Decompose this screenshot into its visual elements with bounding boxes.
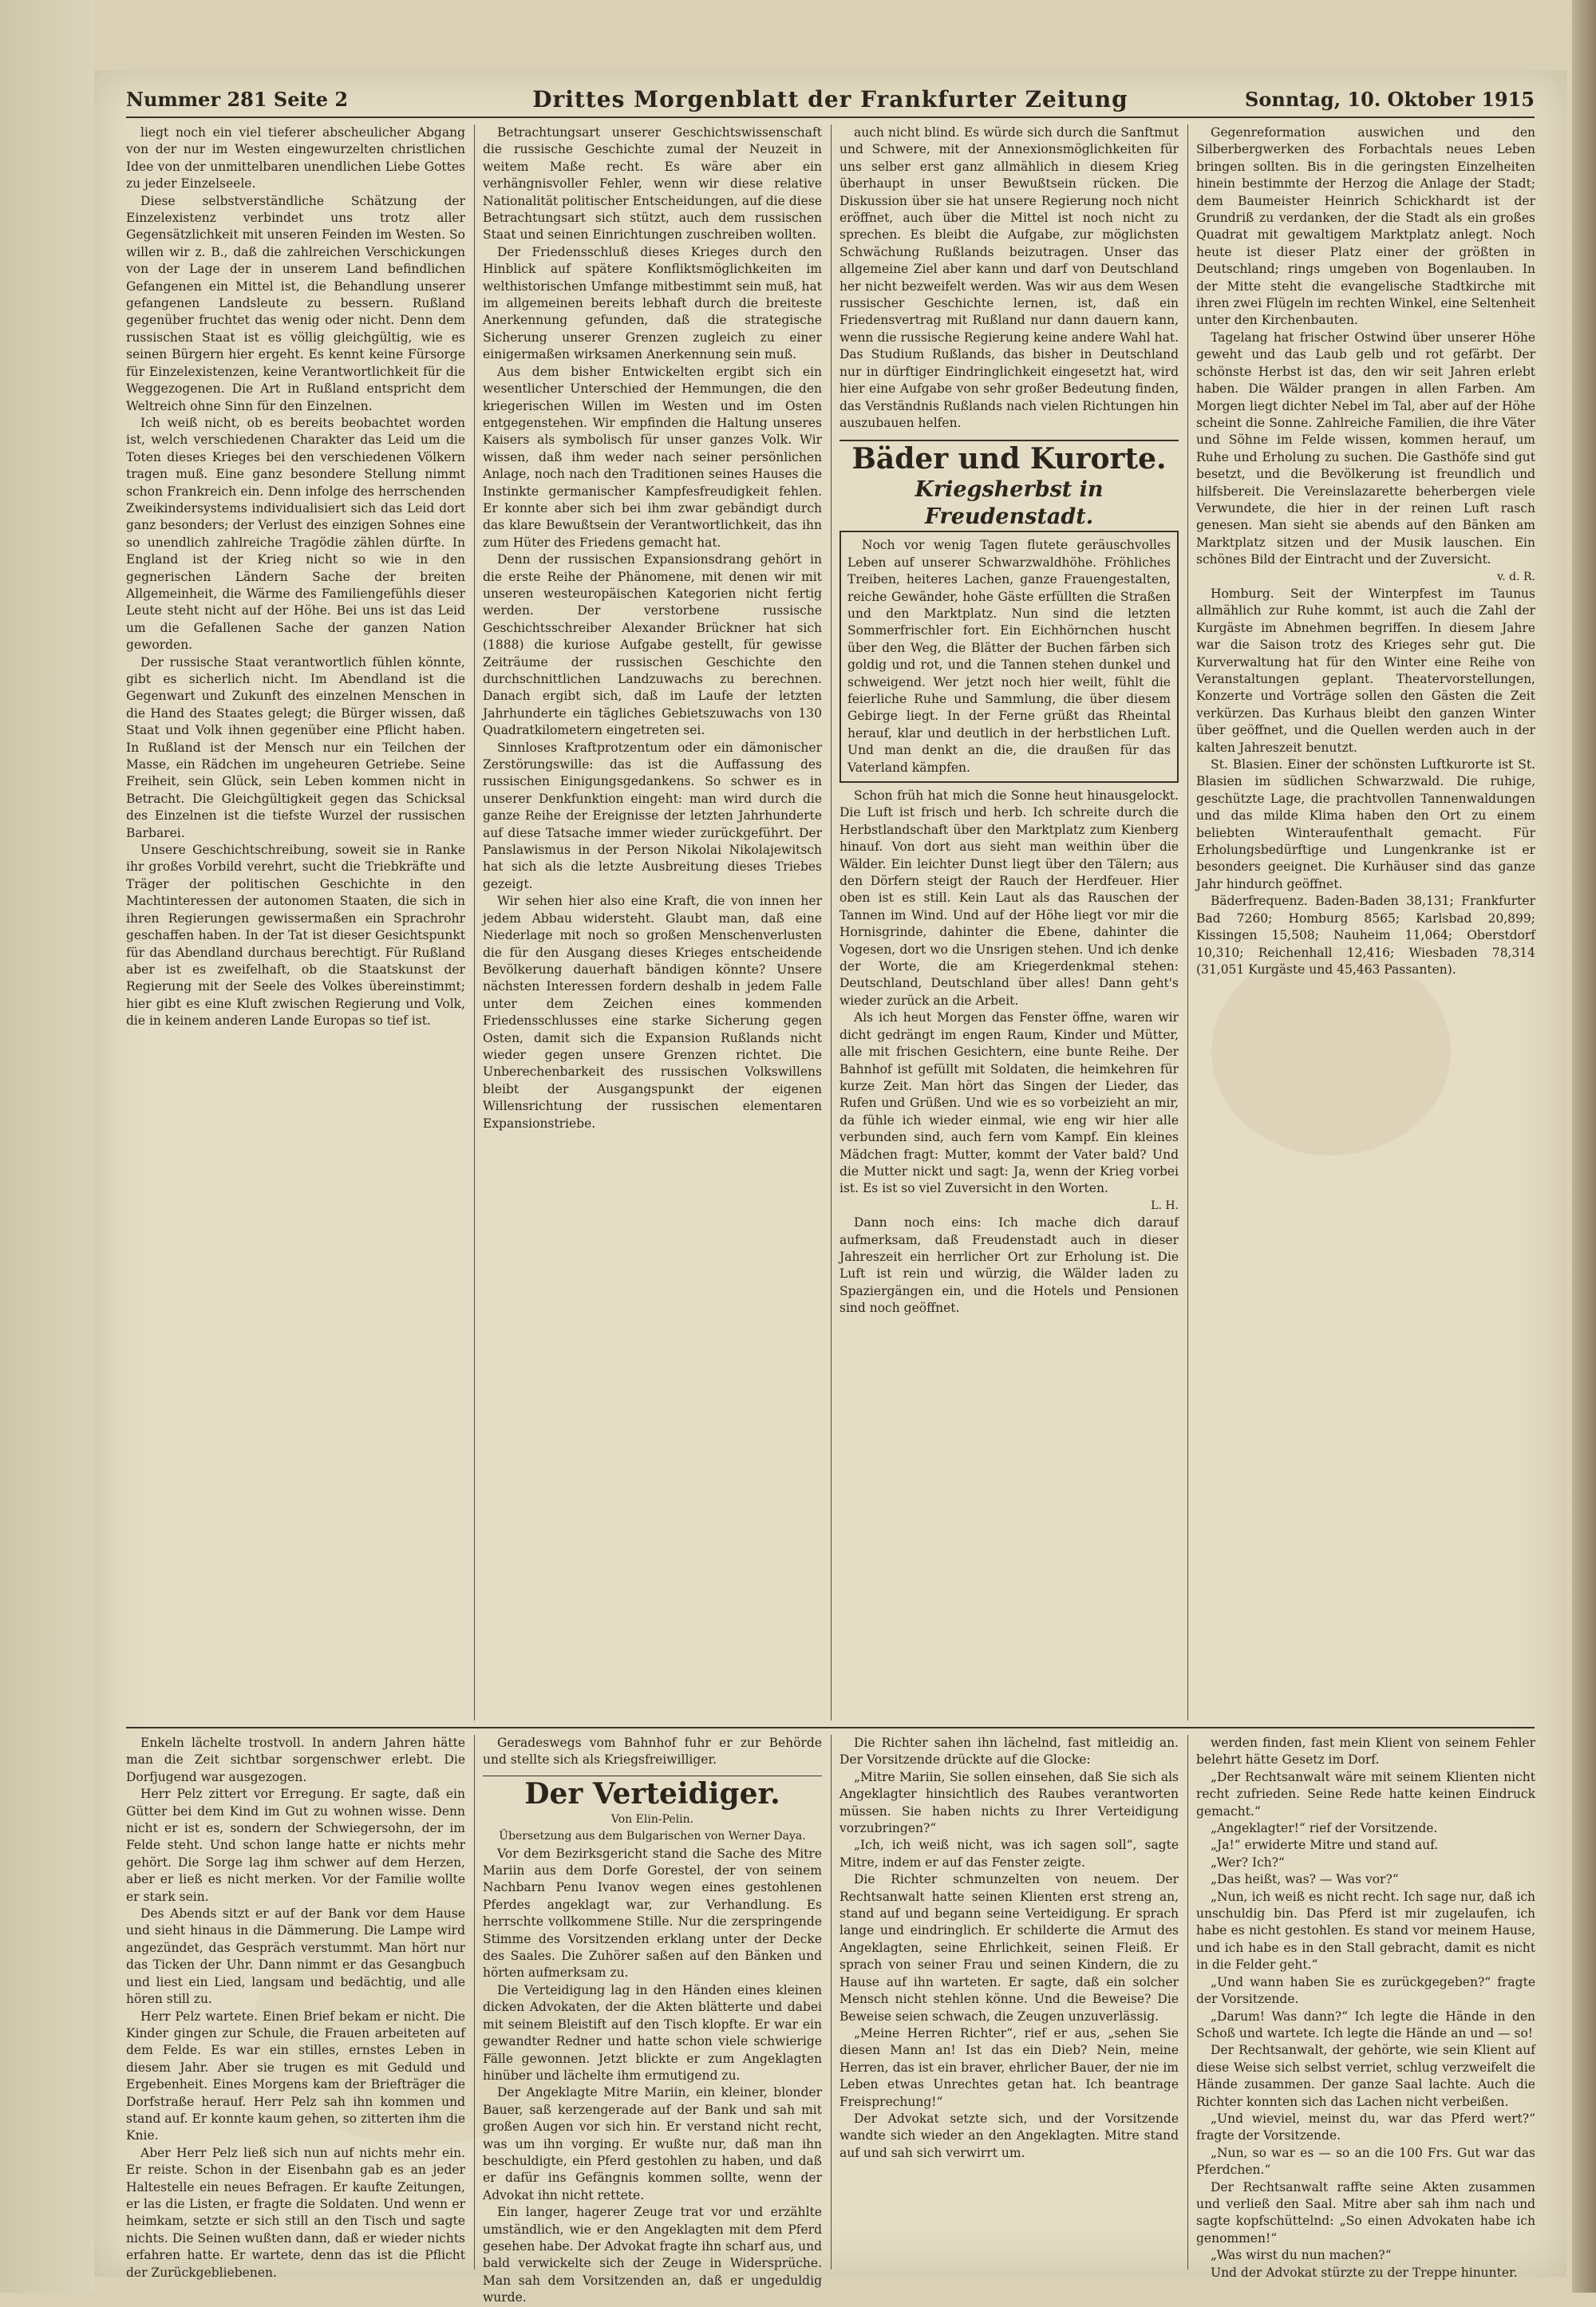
paragraph: Der Rechtsanwalt raffte seine Akten zusammen und verließ den Saal. Mitre aber sah ihm nach und sagte kopfschüttelnd: „So einen Advokaten habe ich genommen!“ bbox=[1196, 2179, 1535, 2246]
paragraph: „Und wieviel, meinst du, war das Pferd wert?“ fragte der Vorsitzende. bbox=[1196, 2111, 1535, 2143]
masthead bbox=[126, 85, 1535, 118]
page-number: Nummer 281 Seite 2 bbox=[126, 88, 349, 111]
paragraph: Herr Pelz zittert vor Erregung. Er sagte, daß ein Gütter bei dem Kind im Gut zu wohnen wisse. Denn nicht er ist es, sondern der Schwiegersohn, der im Felde steht. Und schon lange hatte er nichts mehr gehört. Die Sorge lag ihm schwer auf dem Herzen, aber er ließ es nicht merken. Vor der Familie wollte er stark sein. bbox=[126, 1787, 465, 1904]
paragraph: Tagelang hat frischer Ostwind über unserer Höhe geweht und das Laub gelb und rot gefärbt. Der schönste Herbst ist das, den wir seit Jahren erlebt haben. Die Wälder prangen in allen Farben. Am Morgen liegt dichter Nebel im Tal, aber auf der Höhe scheint die Sonne. Zahlreiche Familien, die ihre Väter und Söhne im Felde wissen, kommen herauf, um Ruhe und Erholung zu suchen. Die Gasthöfe sind gut besetzt, und die Bevölkerung ist freundlich und hilfsbereit. Die Vereinslazarette beherbergen viele Verwundete, die hier in der reinen Luft rasch genesen. Man sieht sie abends auf den Bänken am Marktplatz sitzen und der Musik lauschen. Ein schönes Bild der Eintracht und der Zuversicht. bbox=[1196, 330, 1535, 567]
bottom-column-3 bbox=[839, 1735, 1179, 2269]
column-rule bbox=[1187, 124, 1188, 1720]
scan-left-margin bbox=[0, 0, 94, 2293]
paragraph: Diese selbstverständliche Schätzung der Einzelexistenz verbindet uns trotz aller Gegensätzlichkeit mit unseren Feinden im Westen. So willen wir z. B., daß die zahlreichen Verschickungen von der Lage der in unserem Land befindlichen Gefangenen ein Mittel ist, die Behandlung unserer gefangenen Landsleute zu bessern. Rußland gegenüber fruchtet das wenig oder nicht. Denn dem russischen Staat ist es völlig gleichgültig, wie es seinen Bürgern hier ergeht. Es kennt keine Fürsorge für Einzelexistenzen, keine Verantwortlichkeit für die Weggezogenen. Die Art in Rußland entspricht dem Weltreich ohne Sinn für den Einzelnen. bbox=[126, 193, 465, 413]
column-rule bbox=[1187, 1735, 1188, 2269]
paragraph: „Was wirst du nun machen?“ bbox=[1211, 2248, 1392, 2263]
bottom-column-1 bbox=[126, 1735, 465, 2280]
paragraph: Der Rechtsanwalt, der gehörte, wie sein Klient auf diese Weise sich selbst verriet, schlug verzweifelt die Hände zusammen. Der ganze Saal lachte. Auch die Richter konnten sich das Lachen nicht verbeißen. bbox=[1196, 2043, 1535, 2109]
paragraph: Aber Herr Pelz ließ sich nun auf nichts mehr ein. Er reiste. Schon in der Eisenbahn gab es an jeder Haltestelle ein neues Befragen. Er kaufte Zeitungen, er las die Listen, er fragte die Soldaten. Und wenn er heimkam, setzte er sich still an den Tisch und sagte nichts. Die Seinen wußten dann, daß er wieder nichts erfahren hatte. Er wartete, denn das ist die Pflicht der Zurückgebliebenen. bbox=[126, 2145, 465, 2280]
bottom-column-2 bbox=[483, 1735, 822, 2305]
paragraph: Der russische Staat verantwortlich fühlen könnte, gibt es sicherlich nicht. Im Abendland ist die Gegenwart und Zukunft des einzelnen Menschen in die Hand des Staates gelegt; die Bürger wissen, daß Staat und Volk ihnen gegenüber eine Pflicht haben. In Rußland ist der Mensch nur ein Teilchen der Masse, ein Rädchen im ungeheuren Getriebe. Seine Freiheit, sein Glück, sein Leben kommen nicht in Betracht. Die Gleichgültigkeit gegen das Schicksal des Einzelnen ist die tiefste Wurzel der russischen Barbarei. bbox=[126, 654, 465, 840]
paragraph: liegt noch ein viel tieferer abscheulicher Abgang von der nur im Westen eingewurzelten christlichen Idee von der unmittelbaren unendlichen Liebe Gottes zu jeder Einzelseele. bbox=[126, 125, 465, 192]
column-1 bbox=[126, 124, 465, 1720]
column-rule bbox=[831, 1735, 832, 2269]
article-signature: v. d. R. bbox=[1496, 570, 1535, 583]
bottom-column-4 bbox=[1196, 1735, 1535, 2280]
paragraph: Homburg. Seit der Winterpfest im Taunus allmählich zur Ruhe kommt, ist auch die Zahl der Kurgäste im Abnehmen begriffen. In diesem Jahre war die Saison trotz des Krieges sehr gut. Die Kurverwaltung hat für den Winter eine Reihe von Veranstaltungen geplant. Theatervorstellungen, Konzerte und Vorträge sollen den Gästen die Zeit verkürzen. Das Kurhaus bleibt den ganzen Winter über geöffnet, und die Quellen werden auch in der kalten Jahreszeit benutzt. bbox=[1196, 586, 1535, 755]
paragraph: „Nun, ich weiß es nicht recht. Ich sage nur, daß ich unschuldig bin. Das Pferd ist mir zugelaufen, ich habe es nicht gestohlen. Es stand vor meinem Hause, und ich habe es in den Stall gebracht, damit es nicht in die Felder geht.“ bbox=[1196, 1889, 1535, 1973]
paragraph: „Ja!“ erwiderte Mitre und stand auf. bbox=[1211, 1838, 1439, 1853]
paragraph: Ein langer, hagerer Zeuge trat vor und erzählte umständlich, wie er den Angeklagten mit dem Pferd gesehen habe. Der Advokat fragte ihn scharf aus, und bald verwickelte sich der Zeuge in Widersprüche. Man sah dem Vorsitzenden an, daß er ungeduldig wurde. bbox=[483, 2205, 822, 2305]
article-byline: Von Elin-Pelin. bbox=[610, 1812, 694, 1826]
paragraph: Der Angeklagte Mitre Mariin, ein kleiner, blonder Bauer, saß kerzengerade auf der Bank und sah mit großen Augen vor sich hin. Er verstand nicht recht, was um ihn vorging. Er wußte nur, daß man ihn beschuldigte, ein Pferd gestohlen zu haben, und daß er dafür ins Gefängnis kommen sollte, wenn der Advokat ihn nicht rettete. bbox=[483, 2085, 822, 2202]
paragraph: Der Friedensschluß dieses Krieges durch den Hinblick auf spätere Konfliktsmöglichkeiten im welthistorischen Umfange mitbestimmt sein muß, hat im allgemeinen bereits lebhaft durch die breiteste Anerkennung gefunden, daß die strategische Sicherung unserer Grenzen zugleich zu einer einigermaßen wirksamen Anerkennung sein muß. bbox=[483, 244, 822, 362]
paragraph: Ich weiß nicht, ob es bereits beobachtet worden ist, welch verschiedenen Charakter das Leid um die Toten dieses Krieges bei den verschiedenen Völkern tragen muß. Eine ganz besondere Stellung nimmt schon Frankreich ein. Denn infolge des herrschenden Zweikindersystems individualisiert sich das Leid dort ganz besonders; der Verlust des einzigen Sohnes eine so unendlich zahlreiche Tragödie zählen dürfte. In England ist der Krieg nicht so wie in den gegnerischen Ländern Sache der breiten Allgemeinheit, die Wärme des Familiengefühls dieser Leute steht nicht auf der Höhe. Bei uns ist das Leid um die Gefallenen Sache der ganzen Nation geworden. bbox=[126, 415, 465, 653]
boxed-article bbox=[839, 531, 1179, 783]
paragraph: Enkeln lächelte trostvoll. In andern Jahren hätte man die Zeit sichtbar sorgenschwer erlebt. Die Dorfjugend war ausgezogen. bbox=[126, 1736, 465, 1784]
column-3 bbox=[839, 124, 1179, 1720]
column-2 bbox=[483, 124, 822, 1720]
paragraph: Des Abends sitzt er auf der Bank vor dem Hause und sieht hinaus in die Dämmerung. Die Lampe wird angezündet, das Gespräch verstummt. Man hört nur das Ticken der Uhr. Dann nimmt er das Gesangbuch und liest ein Lied, langsam und bedächtig, und alle hören still zu. bbox=[126, 1906, 465, 2007]
paragraph: auch nicht blind. Es würde sich durch die Sanftmut und Schwere, mit der Annexionsmöglichkeiten für uns selber erst ganz allmählich in diesem Krieg überhaupt in unser Bewußtsein rücken. Die Diskussion über sie hat unsere Regierung noch nicht eröffnet, auch über die Mittel ist noch nicht zu sprechen. Es bleibt die Aufgabe, zur möglichsten Schwächung Rußlands beizutragen. Unser das allgemeine Ziel aber kann und darf von Deutschland her nicht bezweifelt werden. Was wir aus dem Wesen russischer Geschichte lernen, ist, daß ein Friedensvertrag mit Rußland nur dann dauern kann, wenn die russische Regierung keine andere Wahl hat. Das Studium Rußlands, das bisher in Deutschland nur in dürftiger Eindringlichkeit eingesetzt hat, wird hier eine Aufgabe von sehr großer Bedeutung finden, das Verständnis Rußlands nach vielen Richtungen hin auszubauen helfen. bbox=[839, 125, 1179, 430]
paragraph: „Nun, so war es — so an die 100 Frs. Gut war das Pferdchen.“ bbox=[1196, 2145, 1535, 2178]
column-rule bbox=[474, 124, 475, 1720]
paragraph: „Der Rechtsanwalt wäre mit seinem Klienten nicht recht zufrieden. Seine Rede hatte keinen Eindruck gemacht.“ bbox=[1196, 1769, 1535, 1819]
article-headline: Der Verteidiger. bbox=[524, 1776, 780, 1811]
paragraph: „Und wann haben Sie es zurückgegeben?“ fragte der Vorsitzende. bbox=[1196, 1974, 1535, 2007]
paragraph: Die Verteidigung lag in den Händen eines kleinen dicken Advokaten, der die Akten blätterte und dabei mit seinem Bleistift auf den Tisch klopfte. Er war ein gewandter Redner und hatte schon viele schwierige Fälle gewonnen. Jetzt blickte er zum Angeklagten hinüber und lächelte ihm ermutigend zu. bbox=[483, 1982, 822, 2083]
article-headline: Kriegsherbst in Freudenstadt. bbox=[915, 477, 1104, 530]
section-rule bbox=[839, 440, 1179, 441]
paragraph: Sinnloses Kraftprotzentum oder ein dämonischer Zerstörungswille: das ist die Auffassung des russischen Einigungsgedankens. So schwer es in unserer Denkfunktion eingeht: man wird durch die ganze Reihe der Ereignisse der letzten Jahrhunderte auf diese Tatsache immer wieder zurückgeführt. Der Panslawismus in der Person Nikolai Nikolajewitsch hat sich als die letzte Ausbreitung dieses Triebes gezeigt. bbox=[483, 740, 822, 891]
column-rule bbox=[831, 124, 832, 1720]
paragraph: Bäderfrequenz. Baden-Baden 38,131; Frankfurter Bad 7260; Homburg 8565; Karlsbad 20,899; Kissingen 15,508; Nauheim 11,064; Oberstdorf 10,310; Reichenhall 12,416; Wiesbaden 78,314 (31,051 Kurgäste und 45,463 Passanten). bbox=[1196, 894, 1535, 977]
paragraph: Herr Pelz wartete. Einen Brief bekam er nicht. Die Kinder gingen zur Schule, die Frauen arbeiteten auf dem Felde. Es war ein stilles, ernstes Leben in diesem Jahr. Aber sie trugen es mit Geduld und Ergebenheit. Eines Morgens kam der Briefträger die Dorfstraße herauf. Herr Pelz sah ihn kommen und stand auf. Er konnte kaum gehen, so zitterten ihm die Knie. bbox=[126, 2009, 465, 2143]
paragraph: werden finden, fast mein Klient von seinem Fehler belehrt hätte Gesetz im Dorf. bbox=[1196, 1736, 1535, 1768]
paragraph: Wir sehen hier also eine Kraft, die von innen her jedem Abbau widersteht. Glaubt man, daß eine Niederlage mit noch so großen Menschenverlusten die für den Ausgang dieses Krieges entscheidende Bevölkerung dauerhaft bändigen könnte? Unsere nächsten Interessen fordern deshalb in jedem Falle unter dem Zeichen eines kommenden Friedensschlusses eine starke Sicherung gegen Osten, damit sich die Expansion Rußlands nicht wieder gegen unsere Grenzen richtet. Die Unberechenbarkeit des russischen Volkswillens bleibt der Ausgangspunkt der eigenen Willensrichtung der russischen elementaren Expansionstriebe. bbox=[483, 894, 822, 1131]
article-signature: L. H. bbox=[1151, 1199, 1179, 1212]
paragraph: Dann noch eins: Ich mache dich darauf aufmerksam, daß Freudenstadt auch in dieser Jahreszeit ein herrlicher Ort zur Erholung ist. Die Luft ist rein und würzig, die Wälder laden zu Spaziergängen ein, und die Hotels und Pensionen sind noch geöffnet. bbox=[839, 1215, 1179, 1316]
paragraph: „Ich, ich weiß nicht, was ich sagen soll“, sagte Mitre, indem er auf das Fenster zeigte. bbox=[839, 1838, 1179, 1870]
paragraph: St. Blasien. Einer der schönsten Luftkurorte ist St. Blasien im südlichen Schwarzwald. Die ruhige, geschützte Lage, die prachtvollen Tannenwaldungen und das milde Klima haben den Ort zu einem beliebten Winteraufenthalt gemacht. Für Erholungsbedürftige und Lungenkranke ist er besonders geeignet. Die Kurhäuser sind das ganze Jahr hindurch geöffnet. bbox=[1196, 757, 1535, 891]
paragraph: Geradeswegs vom Bahnhof fuhr er zur Behörde und stellte sich als Kriegsfreiwilliger. bbox=[483, 1736, 822, 1768]
paragraph: Die Richter sahen ihn lächelnd, fast mitleidig an. Der Vorsitzende drückte auf die Glocke: bbox=[839, 1736, 1179, 1768]
section-divider bbox=[126, 1727, 1535, 1728]
paragraph: Gegenreformation auswichen und den Silberbergwerken des Forbachtals neues Leben bringen sollten. Bis in die geringsten Einzelheiten hinein bestimmte der Herzog die Anlage der Stadt; dem Baumeister Heinrich Schickhardt ist der Grundriß zu verdanken, der die Stadt als ein großes Quadrat mit gewaltigem Marktplatz anlegt. Noch heute ist dieser Platz einer der größten in Deutschland; rings umgeben von Bogenlauben. In der Mitte steht die evangelische Stadtkirche mit ihren zwei Flügeln im rechten Winkel, eine Seltenheit unter den Kirchenbauten. bbox=[1196, 125, 1535, 328]
paragraph: Noch vor wenig Tagen flutete geräuschvolles Leben auf unserer Schwarzwaldhöhe. Fröhliches Treiben, heiteres Lachen, ganze Frauengestalten, reiche Gewänder, hohe Gäste erfüllten die Straßen und den Marktplatz. Nun sind die letzten Sommerfrischler fort. Ein Eichhörnchen huscht über den Weg, die Blätter der Buchen färben sich goldig und rot, und die Tannen stehen dunkel und schweigend. Wer jetzt noch hier weilt, fühlt die feierliche Ruhe und Sammlung, die über diesem Gebirge liegt. In der Ferne grüßt das Rheintal herauf, klar und deutlich in der herbstlichen Luft. Und man denkt an die, die draußen für das Vaterland kämpfen. bbox=[847, 538, 1171, 775]
paragraph: Die Richter schmunzelten von neuem. Der Rechtsanwalt hatte seinen Klienten erst streng an, stand auf und begann seine Verteidigung. Er sprach lange und eindringlich. Er schilderte die Armut des Angeklagten, seine Ehrlichkeit, seinen Fleiß. Er sprach von seiner Frau und seinen Kindern, die zu Hause auf ihn warteten. Er sagte, daß ein solcher Mensch nicht stehlen könne. Und die Beweise? Die Beweise seien schwach, die Zeugen unzuverlässig. bbox=[839, 1872, 1179, 2024]
paragraph: „Darum! Was dann?“ Ich legte die Hände in den Schoß und wartete. Ich legte die Hände an und — so! bbox=[1196, 2009, 1535, 2040]
paragraph: „Das heißt, was? — Was vor?“ bbox=[1211, 1872, 1399, 1887]
newspaper-title: Drittes Morgenblatt der Frankfurter Zeitung bbox=[532, 86, 1128, 113]
paragraph: „Meine Herren Richter“, rief er aus, „sehen Sie diesen Mann an! Ist das ein Dieb? Nein, meine Herren, das ist ein braver, ehrlicher Bauer, der nie im Leben etwas Unrechtes getan hat. Ich beantrage Freisprechung!“ bbox=[839, 2025, 1179, 2109]
column-rule bbox=[474, 1735, 475, 2269]
paragraph: „Mitre Mariin, Sie sollen einsehen, daß Sie sich als Angeklagter hinsichtlich des Raubes verantworten müssen. Sie haben nichts zu Ihrer Verteidigung vorzubringen?“ bbox=[839, 1769, 1179, 1836]
paragraph: „Angeklagter!“ rief der Vorsitzende. bbox=[1211, 1821, 1438, 1836]
paragraph: Und der Advokat stürzte zu der Treppe hinunter. bbox=[1211, 2265, 1518, 2280]
paragraph: Der Advokat setzte sich, und der Vorsitzende wandte sich wieder an den Angeklagten. Mitre stand auf und sah sich verwirrt um. bbox=[839, 2111, 1179, 2160]
paragraph: Schon früh hat mich die Sonne heut hinausgelockt. Die Luft ist frisch und herb. Ich schreite durch die Herbstlandschaft über den Marktplatz zum Kienberg hinauf. Von dort aus sieht man weithin über die Wälder. Ein leichter Dunst liegt über den Tälern; aus den Dörfern steigt der Rauch der Herdfeuer. Hier oben ist es still. Kein Laut als das Rauschen der Tannen im Wind. Und auf der Höhe liegt vor mir die Hornisgrinde, dahinter die Ebene, dahinter die Vogesen, dort wo die Unsrigen stehen. Und ich denke der Worte, die am Kriegerdenkmal stehen: Deutschland, Deutschland über alles! Dann geht's wieder zurück an die Arbeit. bbox=[839, 788, 1179, 1008]
paragraph: „Wer? Ich?“ bbox=[1211, 1855, 1285, 1870]
paragraph: Unsere Geschichtschreibung, soweit sie in Ranke ihr großes Vorbild verehrt, sucht die Triebkräfte und Träger der politischen Geschichte in den Machtinteressen der autonomen Staaten, die sich in ihren Regierungen gewissermaßen ein Sprachrohr geschaffen haben. In der Tat ist dieser Gesichtspunkt für das Abendland durchaus berechtigt. Für Rußland aber ist es zweifelhaft, ob die Staatskunst der Regierung mit der Seele des Volkes übereinstimmt; hier gibt es eine Kluft zwischen Regierung und Volk, die in keinem anderen Lande Europas so tief ist. bbox=[126, 843, 465, 1029]
paragraph: Betrachtungsart unserer Geschichtswissenschaft die russische Geschichte zumal der Neuzeit in weitem Maße recht. Es wäre aber ein verhängnisvoller Fehler, wenn wir diese relative Nationalität politischer Entscheidungen, auf die diese Betrachtungsart sich stützt, auch dem russischen Staat und seinen Einrichtungen zuschreiben wollten. bbox=[483, 125, 822, 243]
paragraph: Vor dem Bezirksgericht stand die Sache des Mitre Mariin aus dem Dorfe Gorestel, der von seinem Nachbarn Penu Ivanov wegen eines gestohlenen Pferdes angeklagt war, zur Verhandlung. Es herrschte vollkommene Stille. Nur die zerspringende Stimme des Vorsitzenden erklang unter der Decke des Saales. Die Zuhörer saßen auf den Bänken und hörten aufmerksam zu. bbox=[483, 1846, 822, 1981]
paragraph: Denn der russischen Expansionsdrang gehört in die erste Reihe der Phänomene, mit denen wir mit unseren westeuropäischen Kategorien nicht fertig werden. Der verstorbene russische Geschichtsschreiber Alexander Brückner hat sich (1888) die kuriose Aufgabe gestellt, für gewisse Zeiträume der russischen Geschichte den durchschnittlichen Landzuwachs zu berechnen. Danach ergibt sich, daß im Laufe der letzten Jahrhunderte ein tägliches Gebietszuwachs von 130 Quadratkilometern eingetreten sei. bbox=[483, 552, 822, 738]
paragraph: Als ich heut Morgen das Fenster öffne, waren wir dicht gedrängt im engen Raum, Kinder und Mütter, alle mit frischen Gesichtern, eine bunte Reihe. Der Bahnhof ist gefüllt mit Soldaten, die heimkehren für kurze Zeit. Man hört das Singen der Lieder, das Rufen und Grüßen. Und wie es so vorbeizieht an mir, da fühle ich wieder einmal, wie eng wir hier alle verbunden sind, auch fern vom Kampf. Ein kleines Mädchen fragt: Mutter, kommt der Vater bald? Und die Mutter nickt und sagt: Ja, wenn der Krieg vorbei ist. Es ist so viel Zuversicht in den Worten. bbox=[839, 1010, 1179, 1196]
section-headline: Bäder und Kurorte. bbox=[851, 442, 1167, 476]
book-binding bbox=[1572, 0, 1596, 2293]
column-4 bbox=[1196, 124, 1535, 1720]
translator-credit: Übersetzung aus dem Bulgarischen von Werner Daya. bbox=[499, 1830, 806, 1843]
newspaper-page bbox=[94, 70, 1566, 2305]
issue-date: Sonntag, 10. Oktober 1915 bbox=[1245, 88, 1535, 111]
paragraph: Aus dem bisher Entwickelten ergibt sich ein wesentlicher Unterschied der Hemmungen, die den kriegerischen Willen im Westen und im Osten entgegenstehen. Wir empfinden die Haltung unseres Kaisers als symbolisch für unser ganzes Volk. Wir wissen, daß ihm weder nach seiner persönlichen Anlage, noch nach den Traditionen seines Hauses die Instinkte germanischer Kampfesfreudigkeit fehlen. Er konnte aber sich bei ihm zwar gebändigt durch das klare Bewußtsein der Verantwortlichkeit, das ihn zum Hüter des Friedens gemacht hat. bbox=[483, 364, 822, 550]
